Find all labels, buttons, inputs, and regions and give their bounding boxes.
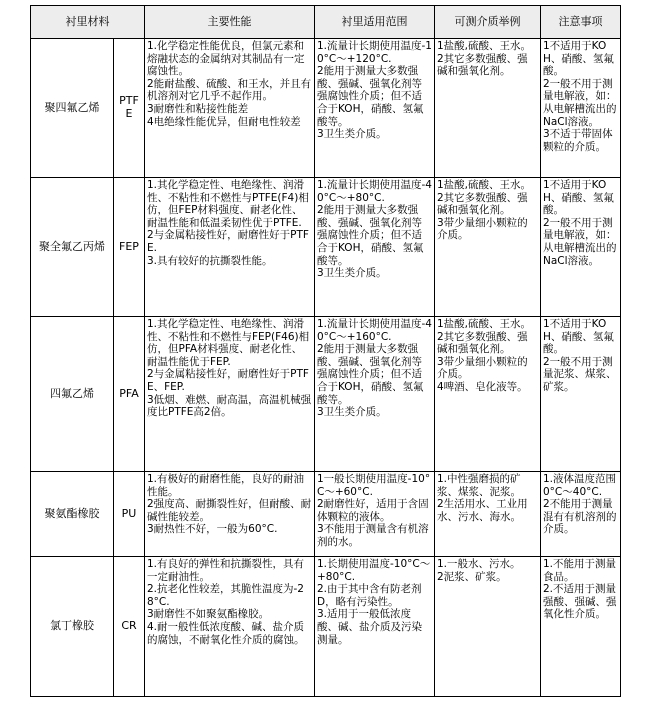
performance-line: 1.化学稳定性能优良，但氯元素和熔融状态的金属纳对其制品有一定腐蚀性。: [147, 40, 305, 78]
performance-line: 2能耐盐酸、硫酸、和王水，并且有机溶剂对它几乎不起作用。: [147, 77, 312, 103]
performance-cell: [145, 178, 315, 317]
notes-line: 2一般不用于测量泥浆、煤浆、矿浆。: [543, 355, 617, 393]
performance-line: 3.具有较好的抗撕裂性能。: [147, 254, 273, 267]
media-line: 2泥浆、矿浆。: [437, 570, 507, 583]
media-line: 1.中性强磨损的矿浆、煤浆、泥浆。: [437, 473, 521, 498]
media-line: 3带少量细小颗粒的介质。: [437, 355, 528, 381]
material-abbr: PU: [114, 472, 145, 557]
media-line: 3带少量细小颗粒的介质。: [437, 216, 528, 242]
range-line: 1.流量计长期使用温度-10°C～+120°C.: [317, 40, 432, 65]
table-row: [31, 472, 621, 557]
media-line: 2其它多数强酸、强碱和强氧化剂。: [437, 191, 528, 217]
performance-line: 3耐磨性和粘接性能差: [147, 102, 249, 115]
material-name: 四氟乙烯: [31, 317, 114, 472]
performance-line: 1.有良好的弹性和抗撕裂性，具有一定耐油性。: [147, 558, 305, 583]
range-cell: [315, 557, 435, 697]
performance-line: 1.其化学稳定性、电绝缘性、润滑性、不粘性和不燃性与PTFE(F4)相仿，但FEP材料强度、耐老化性、耐温性能和低温柔韧性优于PTFE.: [147, 179, 309, 229]
range-cell: [315, 178, 435, 317]
media-cell: [435, 472, 541, 557]
range-line: 2.由于其中含有防老剂D，略有污染性。: [317, 583, 422, 608]
table-row: [31, 317, 621, 472]
range-cell: [315, 472, 435, 557]
notes-line: 2不能用于测量混有有机溶剂的介质。: [543, 498, 617, 536]
range-cell: [315, 317, 435, 472]
material-name: 聚氨酯橡胶: [31, 472, 114, 557]
range-line: 1.流量计长期使用温度-40°C～+80°C.: [317, 179, 432, 204]
performance-line: 2.抗老化性较差，其脆性温度为-28°C.: [147, 583, 304, 608]
material-name: 聚全氟乙丙烯: [31, 178, 114, 317]
media-line: 1盐酸,硫酸、王水。: [437, 179, 532, 191]
notes-cell: [541, 39, 621, 178]
performance-line: 2与金属粘接性好，耐磨性好于PTFE.: [147, 229, 309, 254]
performance-cell: [145, 557, 315, 697]
notes-line: 3不适于带固体颗粒的介质。: [543, 128, 613, 153]
notes-line: 1.不能用于测量食品。: [543, 558, 617, 583]
media-line: 4啤酒、皂化液等。: [437, 380, 528, 393]
performance-line: 3耐磨性不如聚氨酯橡胶。: [147, 608, 270, 621]
range-line: 3卫生类介质。: [317, 267, 387, 280]
notes-line: 1不适用于KOH、硝酸、氢氟酸。: [543, 318, 614, 356]
range-line: 2能用于测量大多数强酸、强碱、强氧化剂等强腐蚀性介质；但不适合于KOH，硝酸、氢氟酸等。: [317, 343, 424, 406]
performance-line: 4电绝缘性能优异，但耐电性较差: [147, 115, 301, 128]
material-abbr: PTFE: [114, 39, 145, 178]
performance-line: 3低烟、难燃、耐高温，高温机械强度比PTFE高2倍。: [147, 393, 312, 419]
material-abbr: FEP: [114, 178, 145, 317]
performance-cell: [145, 39, 315, 178]
notes-line: 1不适用于KOH、硝酸、氢氟酸。: [543, 40, 614, 78]
range-line: 1.长期使用温度-10°C～+80°C.: [317, 558, 431, 583]
performance-line: 1.有极好的耐磨性能，良好的耐油性能。: [147, 473, 305, 498]
media-line: 2生活用水、工业用水、污水、海水。: [437, 498, 528, 523]
performance-cell: [145, 317, 315, 472]
performance-line: 3耐热性不好，一般为60°C.: [147, 523, 278, 536]
performance-line: 2强度高、耐撕裂性好，但耐酸、耐碱性能较差。: [147, 498, 312, 523]
media-cell: [435, 557, 541, 697]
material-abbr: CR: [114, 557, 145, 697]
material-abbr: PFA: [114, 317, 145, 472]
performance-line: 1.其化学稳定性、电绝缘性、润滑性、不粘性和不燃性与FEP(F46)相仿，但PFA材料强度、耐老化性、耐温性能优于FEP.: [147, 318, 310, 368]
notes-line: 1.液体温度范围0°C～40°C.: [543, 473, 617, 498]
header-range: 衬里适用范围: [315, 6, 435, 39]
notes-line: 2一般不用于测量电解液，如：从电解槽流出的NaCl溶液。: [543, 77, 617, 128]
media-cell: [435, 317, 541, 472]
lining-material-table: [30, 5, 621, 697]
range-line: 2耐磨性好，适用于含固体颗粒的液体。: [317, 498, 429, 523]
range-line: 3卫生类介质。: [317, 406, 387, 419]
notes-line: 2一般不用于测量电解液，如：从电解槽流出的NaCl溶液。: [543, 216, 617, 267]
notes-cell: [541, 557, 621, 697]
range-line: 3不能用于测量含有机溶剂的水。: [317, 523, 429, 548]
performance-cell: [145, 472, 315, 557]
media-cell: [435, 39, 541, 178]
range-cell: [315, 39, 435, 178]
range-line: 3.适用于一般低浓度酸、碱、盐介质及污染测量。: [317, 608, 422, 646]
media-cell: [435, 178, 541, 317]
header-media: 可测介质举例: [435, 6, 541, 39]
notes-line: 2.不适用于测量强酸、强碱、强氧化性介质。: [543, 583, 617, 621]
media-line: 2其它多数强酸、强碱和强氧化剂。: [437, 330, 528, 356]
table-row: [31, 178, 621, 317]
range-line: 1一般长期使用温度-10°C～+60°C.: [317, 473, 431, 498]
range-line: 2能用于测量大多数强酸、强碱、强氧化剂等强腐蚀性介质；但不适合于KOH，硝酸、氢氟酸等。: [317, 65, 424, 128]
media-line: 2其它多数强酸、强碱和强氧化剂。: [437, 52, 528, 78]
range-line: 1.流量计长期使用温度-40°C～+160°C.: [317, 318, 432, 343]
performance-line: 2与金属粘接性好，耐磨性好于PTFE、FEP.: [147, 368, 309, 393]
notes-cell: [541, 178, 621, 317]
table-row: [31, 557, 621, 697]
range-line: 2能用于测量大多数强酸、强碱、强氧化剂等强腐蚀性介质；但不适合于KOH，硝酸、氢氟酸等。: [317, 204, 424, 267]
header-material: 衬里材料: [31, 6, 145, 39]
material-name: 聚四氟乙烯: [31, 39, 114, 178]
table-row: [31, 39, 621, 178]
header-row: [31, 6, 621, 39]
media-line: 1.一般水、污水。: [437, 558, 521, 570]
header-notes: 注意事项: [541, 6, 621, 39]
notes-line: 1不适用于KOH、硝酸、氢氟酸。: [543, 179, 614, 217]
material-name: 氯丁橡胶: [31, 557, 114, 697]
performance-line: 4.耐一般性低浓度酸、碱、盐介质的腐蚀，不耐氧化性介质的腐蚀。: [147, 620, 305, 646]
notes-cell: [541, 317, 621, 472]
media-line: 1盐酸,硫酸、王水。: [437, 40, 532, 52]
range-line: 3卫生类介质。: [317, 128, 387, 141]
media-line: 1盐酸,硫酸、王水。: [437, 318, 532, 330]
notes-cell: [541, 472, 621, 557]
header-performance: 主要性能: [145, 6, 315, 39]
